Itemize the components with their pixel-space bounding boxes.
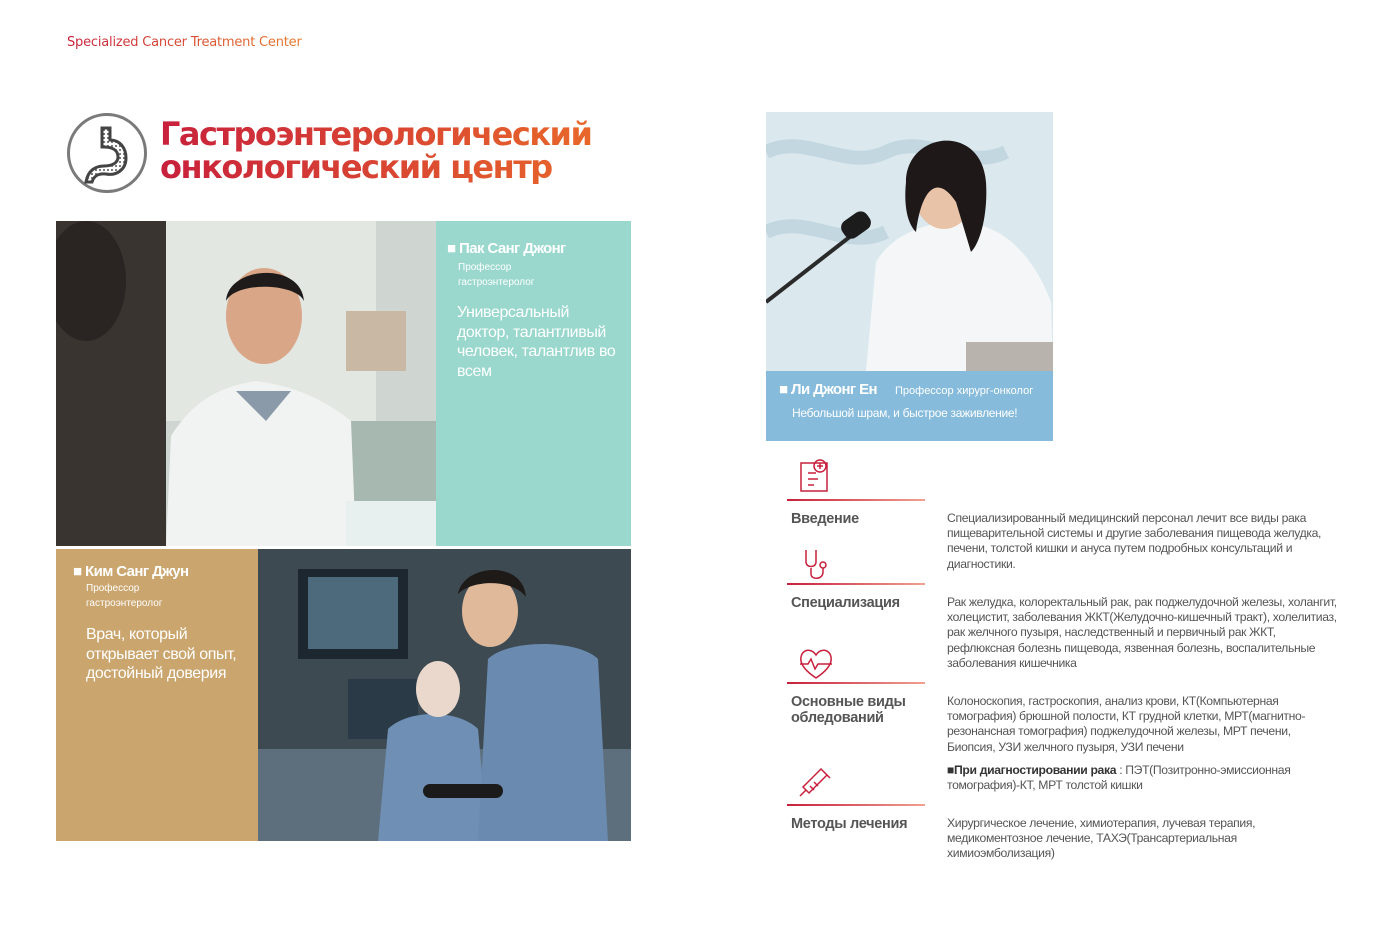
doctor-name: ■ Ким Санг Джун	[73, 563, 189, 580]
section-text-intro: Специализированный медицинский персонал лечит все виды рака пищеварительной системы и другие заболевания пищевода желудка, печени, толстой кишки и ануса путем подробных консультаций и диагностики.	[947, 511, 1322, 571]
doctor-quote: Врач, который открывает свой опыт, достойный доверия	[86, 626, 237, 682]
doctor-photo-kim	[258, 549, 631, 841]
cancer-diagnosis-note: ■При диагностировании рака : ПЭТ(Позитронно-эмиссионная томография)-КТ, МРТ толстой кишки	[947, 763, 1291, 793]
stomach-logo-icon	[67, 113, 147, 193]
doctor-role: Профессор гастроэнтеролог	[86, 583, 163, 609]
heartbeat-icon	[796, 644, 836, 684]
cancer-diagnosis-text: ПЭТ(Позитронно-эмиссионная томография)-КТ, МРТ толстой кишки	[947, 763, 1291, 793]
doctor-photo-lee	[766, 112, 1053, 371]
section-divider	[787, 583, 925, 585]
stethoscope-icon	[796, 545, 836, 585]
doctor-name: ■ Пак Санг Джонг	[447, 240, 566, 257]
section-title-intro: Введение	[791, 511, 859, 527]
section-text-exams: Колоноскопия, гастроскопия, анализ крови, КТ(Компьютерная томография) брюшной полости, КТ грудной клетки, МРТ(магнитно-резонансная томография) поджелудочной железы, МРТ печени, Биопсия, УЗИ желчного пузыря, УЗИ печени	[947, 694, 1306, 754]
brand-header: Specialized Cancer Treatment Center	[67, 35, 302, 50]
doctor-role: Профессор гастроэнтеролог	[458, 262, 535, 288]
section-title-exams: Основные виды обледований	[791, 694, 906, 726]
section-divider	[787, 682, 925, 684]
doctor-photo-park	[56, 221, 436, 546]
doctor-quote: Универсальный доктор, талантливый человек, талантлив во всем	[457, 304, 616, 380]
doctor-role: Профессор хирург-онколог	[895, 385, 1034, 397]
medical-board-icon	[796, 457, 836, 497]
section-title-treatment: Методы лечения	[791, 816, 908, 832]
syringe-icon	[796, 766, 836, 806]
section-text-specialization: Рак желудка, колоректальный рак, рак поджелудочной железы, холангит, холецистит, заболевания ЖКТ(Желудочно-кишечный тракт), холелитиаз, рак желчного пузыря, наследственный и первичный рак ЖКТ, рефлюксная болезнь пищевода, язвенная болезнь, воспалительные заболевания кишечника	[947, 595, 1337, 670]
doctor-name: ■ Ли Джонг Ен	[779, 381, 877, 398]
doctor-card-park	[436, 221, 631, 546]
doctor-card-lee	[766, 371, 1053, 441]
doctor-quote: Небольшой шрам, и быстрое заживление!	[792, 406, 1018, 420]
section-title-specialization: Специализация	[791, 595, 900, 611]
cancer-diagnosis-label: ■При диагностировании рака	[947, 763, 1117, 777]
section-divider	[787, 499, 925, 501]
doctor-card-kim	[56, 549, 258, 841]
section-text-treatment: Хирургическое лечение, химиотерапия, лучевая терапия, медикоментозное лечение, ТАХЭ(Трансартериальная химиоэмболизация)	[947, 816, 1256, 861]
section-divider	[787, 804, 925, 806]
page-title: Гастроэнтерологический онкологический центр	[160, 115, 592, 186]
